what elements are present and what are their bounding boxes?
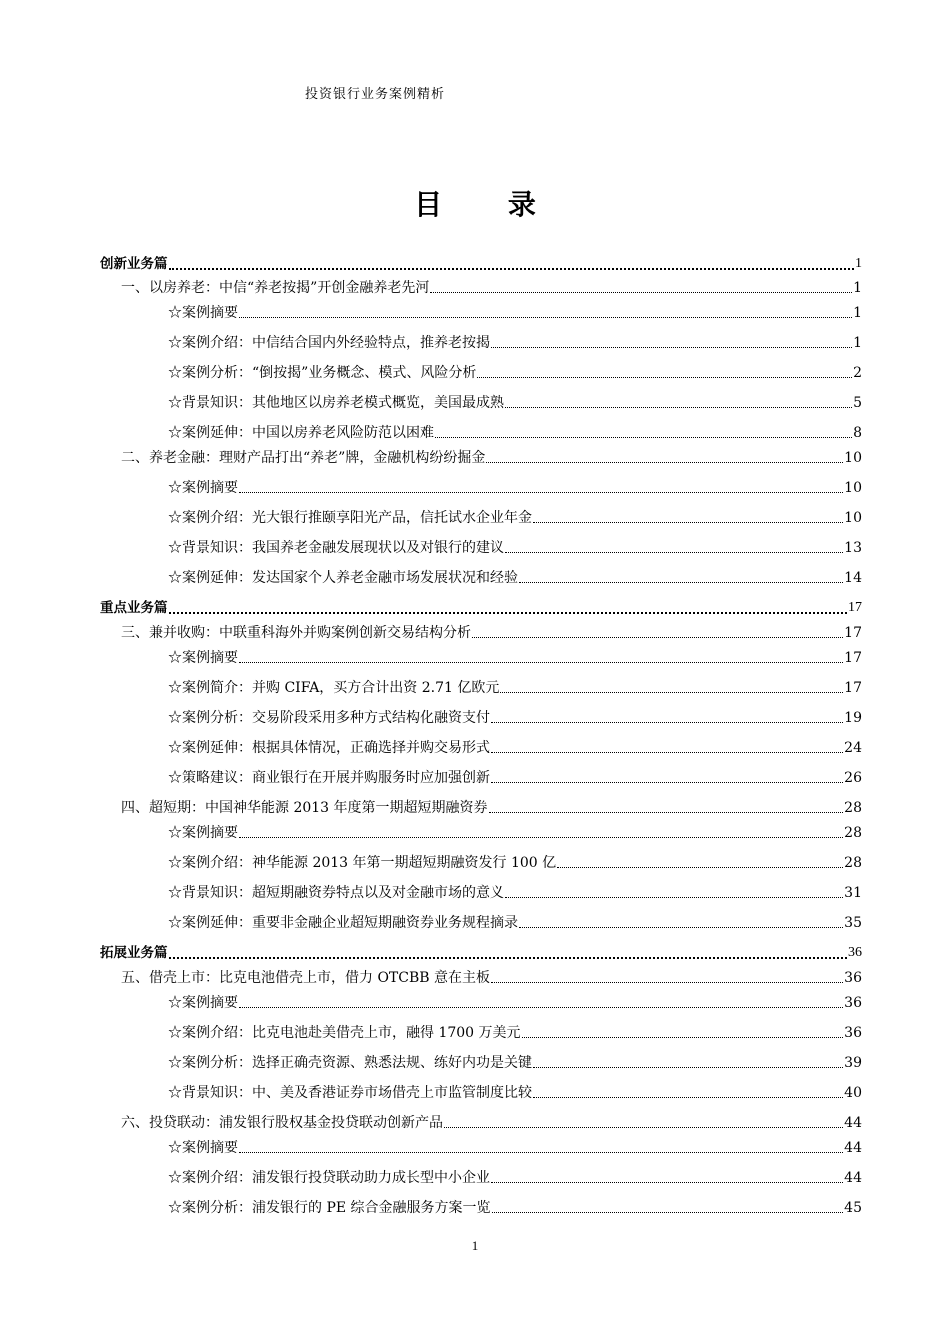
toc-entry-label: ☆背景知识：超短期融资券特点以及对金融市场的意义 (168, 885, 504, 901)
toc-entry-page: 8 (853, 425, 862, 441)
toc-leader-dots (239, 836, 843, 838)
toc-entry[interactable] (100, 764, 862, 788)
toc-entry[interactable] (100, 644, 862, 668)
toc-entry[interactable] (100, 1109, 862, 1133)
toc-entry-page: 10 (844, 450, 862, 466)
toc-entry[interactable] (100, 819, 862, 843)
toc-entry[interactable] (100, 250, 862, 274)
toc-entry-label: ☆案例介绍：神华能源 2013 年第一期超短期融资发行 100 亿 (168, 855, 557, 871)
toc-entry-page: 10 (844, 510, 862, 526)
toc-entry[interactable] (100, 704, 862, 728)
toc-entry[interactable] (100, 389, 862, 413)
toc-entry-label: ☆案例摘要 (168, 480, 238, 496)
toc-entry-label: ☆案例摘要 (168, 305, 238, 321)
toc-entry-label: 四、超短期：中国神华能源 2013 年度第一期超短期融资券 (121, 800, 488, 816)
toc-entry-label: ☆案例介绍：浦发银行投贷联动助力成长型中小企业 (168, 1170, 490, 1186)
running-header: 投资银行业务案例精析 (305, 87, 446, 102)
toc-entry-label: ☆案例延伸：重要非金融企业超短期融资券业务规程摘录 (168, 915, 518, 931)
toc-entry-label: ☆案例简介：并购 CIFA，买方合计出资 2.71 亿欧元 (168, 680, 500, 696)
toc-leader-dots (505, 406, 852, 408)
toc-leader-dots (489, 811, 844, 813)
toc-entry-page: 17 (844, 650, 862, 666)
toc-entry[interactable] (100, 879, 862, 903)
toc-entry-label: ☆案例介绍：比克电池赴美借壳上市，融得 1700 万美元 (168, 1025, 521, 1041)
toc-entry-page: 44 (844, 1140, 862, 1156)
toc-entry[interactable] (100, 274, 862, 298)
toc-entry[interactable] (100, 939, 862, 963)
toc-entry-label: 创新业务篇 (100, 256, 168, 272)
toc-leader-dots (533, 1096, 843, 1098)
toc-entry-page: 40 (844, 1085, 862, 1101)
toc-entry-label: 重点业务篇 (100, 600, 168, 616)
toc-entry[interactable] (100, 849, 862, 873)
toc-entry-page: 1 (853, 305, 862, 321)
toc-entry-page: 45 (844, 1200, 862, 1216)
toc-leader-dots (522, 1036, 844, 1038)
toc-entry[interactable] (100, 1164, 862, 1188)
toc-entry[interactable] (100, 594, 862, 618)
toc-entry-label: 五、借壳上市：比克电池借壳上市，借力 OTCBB 意在主板 (121, 970, 491, 986)
toc-leader-dots (239, 316, 852, 318)
toc-leader-dots (169, 956, 848, 959)
toc-entry-label: ☆案例分析：交易阶段采用多种方式结构化融资支付 (168, 710, 490, 726)
toc-leader-dots (491, 781, 843, 783)
toc-leader-dots (477, 376, 852, 378)
toc-entry[interactable] (100, 1194, 862, 1218)
toc-entry-page: 10 (844, 480, 862, 496)
toc-entry[interactable] (100, 964, 862, 988)
toc-entry[interactable] (100, 564, 862, 588)
toc-entry[interactable] (100, 444, 862, 468)
toc-entry-label: ☆案例摘要 (168, 995, 238, 1011)
toc-entry-page: 1 (855, 256, 862, 271)
toc-entry-page: 2 (853, 365, 862, 381)
toc-entry[interactable] (100, 674, 862, 698)
toc-entry-label: ☆背景知识：其他地区以房养老模式概览，美国最成熟 (168, 395, 504, 411)
toc-entry-label: ☆案例分析：“倒按揭”业务概念、模式、风险分析 (168, 365, 477, 381)
toc-entry[interactable] (100, 299, 862, 323)
toc-entry[interactable] (100, 1049, 862, 1073)
toc-entry-page: 28 (844, 855, 862, 871)
toc-leader-dots (169, 611, 848, 614)
toc-leader-dots (472, 636, 843, 638)
toc-entry-page: 17 (848, 600, 862, 615)
toc-entry[interactable] (100, 734, 862, 758)
toc-leader-dots (239, 661, 843, 663)
toc-entry-page: 1 (853, 335, 862, 351)
toc-entry[interactable] (100, 989, 862, 1013)
toc-leader-dots (239, 1006, 843, 1008)
toc-entry-label: ☆案例延伸：发达国家个人养老金融市场发展状况和经验 (168, 570, 518, 586)
toc-leader-dots (557, 866, 843, 868)
toc-leader-dots (505, 551, 843, 553)
toc-entry-page: 1 (853, 280, 862, 296)
toc-leader-dots (435, 436, 852, 438)
toc-leader-dots (519, 581, 843, 583)
toc-entry-page: 14 (844, 570, 862, 586)
toc-entry-page: 44 (844, 1115, 862, 1131)
toc-leader-dots (491, 981, 843, 983)
toc-entry-page: 17 (844, 625, 862, 641)
toc-entry[interactable] (100, 1134, 862, 1158)
toc-entry-page: 44 (844, 1170, 862, 1186)
toc-entry[interactable] (100, 419, 862, 443)
toc-leader-dots (239, 491, 843, 493)
toc-entry-label: ☆案例介绍：光大银行推颐享阳光产品，信托试水企业年金 (168, 510, 532, 526)
toc-entry-label: ☆案例延伸：中国以房养老风险防范以困难 (168, 425, 434, 441)
toc-entry-page: 31 (844, 885, 862, 901)
page-number: 1 (471, 1238, 479, 1253)
toc-entry[interactable] (100, 1019, 862, 1043)
toc-entry-label: ☆案例摘要 (168, 650, 238, 666)
toc-entry-label: 拓展业务篇 (100, 945, 168, 961)
toc-entry-page: 5 (853, 395, 862, 411)
toc-entry[interactable] (100, 619, 862, 643)
toc-entry-page: 26 (844, 770, 862, 786)
toc-entry[interactable] (100, 1079, 862, 1103)
toc-leader-dots (491, 1181, 843, 1183)
toc-entry-page: 17 (844, 680, 862, 696)
toc-entry[interactable] (100, 474, 862, 498)
toc-entry[interactable] (100, 504, 862, 528)
toc-title: 目 录 (414, 188, 564, 221)
toc-entry-page: 36 (844, 995, 862, 1011)
toc-entry[interactable] (100, 794, 862, 818)
toc-entry[interactable] (100, 359, 862, 383)
toc-entry-page: 13 (844, 540, 862, 556)
toc-entry-page: 24 (844, 740, 862, 756)
toc-entry-page: 36 (844, 970, 862, 986)
toc-entry-label: 三、兼并收购：中联重科海外并购案例创新交易结构分析 (121, 625, 471, 641)
toc-leader-dots (491, 346, 852, 348)
toc-leader-dots (492, 1211, 844, 1213)
toc-leader-dots (486, 461, 843, 463)
toc-entry-page: 28 (844, 800, 862, 816)
toc-entry-page: 39 (844, 1055, 862, 1071)
toc-entry-label: ☆背景知识：我国养老金融发展现状以及对银行的建议 (168, 540, 504, 556)
toc-leader-dots (500, 691, 843, 693)
toc-entry-page: 19 (844, 710, 862, 726)
toc-entry-label: 二、养老金融：理财产品打出“养老”牌，金融机构纷纷掘金 (121, 450, 486, 466)
toc-entry-label: ☆策略建议：商业银行在开展并购服务时应加强创新 (168, 770, 490, 786)
toc-entry-label: ☆案例延伸：根据具体情况，正确选择并购交易形式 (168, 740, 490, 756)
toc-entry-page: 36 (848, 945, 862, 960)
toc-leader-dots (169, 267, 855, 270)
toc-entry-label: 一、以房养老：中信“养老按揭”开创金融养老先河 (121, 280, 430, 296)
toc-entry[interactable] (100, 534, 862, 558)
toc-leader-dots (519, 926, 843, 928)
toc-entry-label: ☆背景知识：中、美及香港证券市场借壳上市监管制度比较 (168, 1085, 532, 1101)
toc-entry-page: 35 (844, 915, 862, 931)
toc-leader-dots (491, 721, 843, 723)
toc-leader-dots (430, 291, 852, 293)
toc-entry[interactable] (100, 909, 862, 933)
toc-entry[interactable] (100, 329, 862, 353)
toc-leader-dots (491, 751, 843, 753)
toc-entry-label: ☆案例分析：浦发银行的 PE 综合金融服务方案一览 (168, 1200, 491, 1216)
toc-entry-label: ☆案例分析：选择正确壳资源、熟悉法规、练好内功是关键 (168, 1055, 532, 1071)
toc-leader-dots (533, 521, 843, 523)
toc-entry-label: ☆案例摘要 (168, 1140, 238, 1156)
toc-leader-dots (505, 896, 843, 898)
toc-leader-dots (444, 1126, 843, 1128)
toc-entry-page: 36 (844, 1025, 862, 1041)
toc-entry-label: 六、投贷联动：浦发银行股权基金投贷联动创新产品 (121, 1115, 443, 1131)
toc-leader-dots (239, 1151, 843, 1153)
toc-entry-label: ☆案例介绍：中信结合国内外经验特点，推养老按揭 (168, 335, 490, 351)
toc-entry-page: 28 (844, 825, 862, 841)
toc-leader-dots (533, 1066, 843, 1068)
toc-entry-label: ☆案例摘要 (168, 825, 238, 841)
